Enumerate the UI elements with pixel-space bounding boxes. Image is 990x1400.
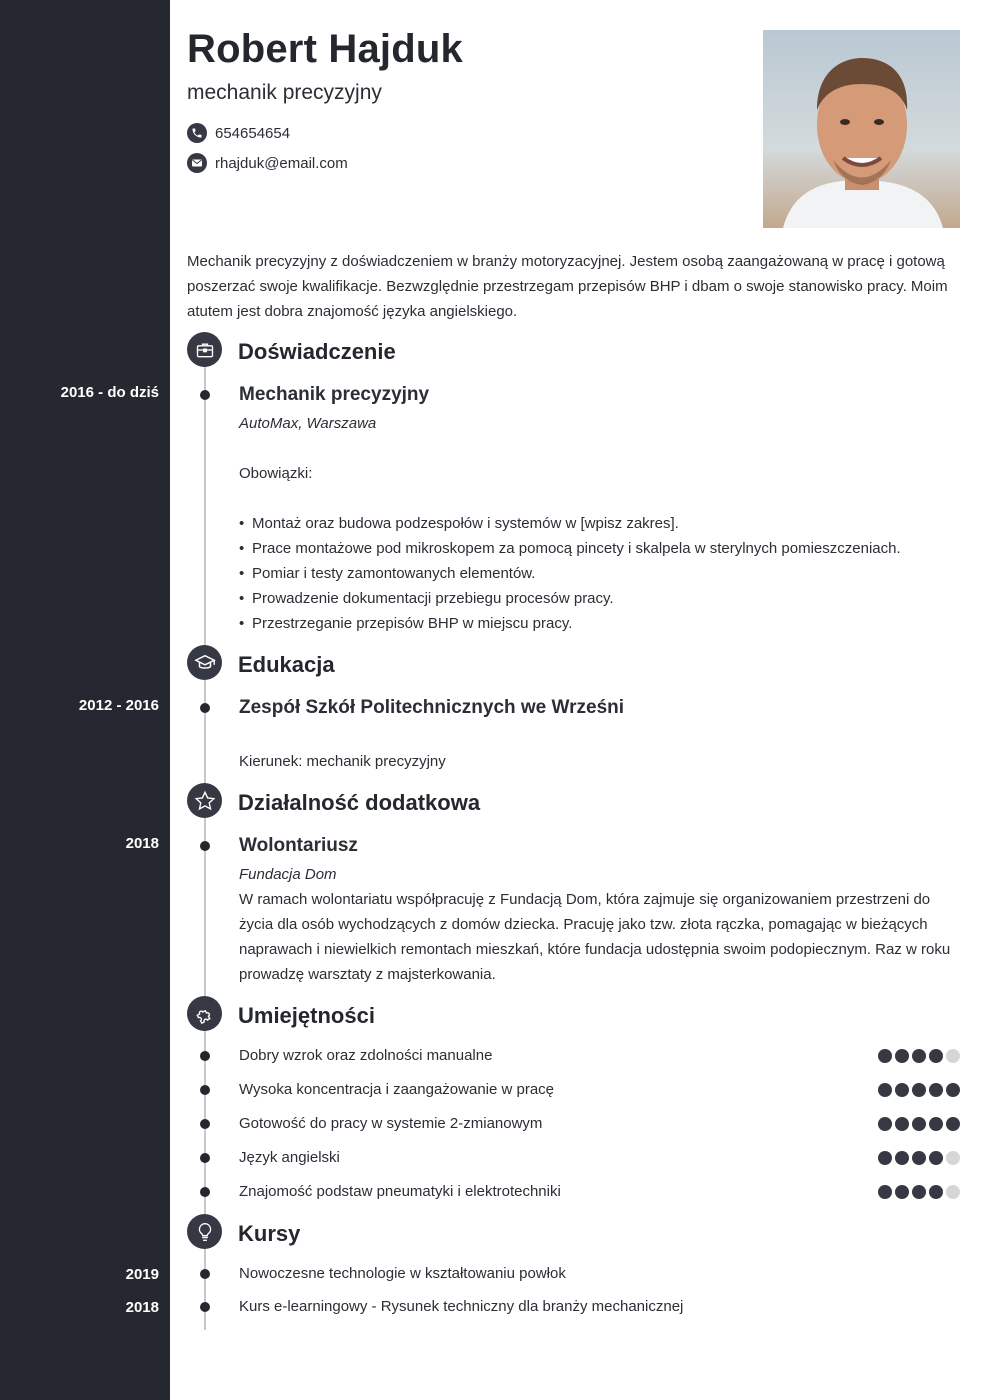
experience-duties-label: Obowiązki: [239,465,313,482]
candidate-name: Robert Hajduk [187,27,463,71]
rating-dot-filled [895,1083,909,1097]
experience-date: 2016 - do dziś [60,384,159,401]
skill-name: Wysoka koncentracja i zaangażowanie w pracę [239,1081,555,1098]
graduation-cap-icon [187,645,222,680]
lightbulb-icon [187,1214,222,1249]
timeline-dot [200,390,210,400]
rating-dot-filled [895,1117,909,1131]
rating-dot-filled [929,1049,943,1063]
rating-dot-filled [878,1049,892,1063]
rating-dot-filled [912,1117,926,1131]
puzzle-icon [187,996,222,1031]
rating-dot-filled [929,1151,943,1165]
phone-icon [187,123,207,143]
education-school: Zespół Szkół Politechnicznych we Wrześni [239,697,625,718]
contact-phone [187,123,290,143]
activities-date: 2018 [125,835,159,852]
timeline-dot [200,1302,210,1312]
section-title-skills: Umiejętności [238,1003,375,1028]
activities-description: W ramach wolontariatu współpracuję z Fundacją Dom, która zajmuje się organizowaniem przestrzeni do życia dla osób wychodzących z domów dziecka. Pracuję jako tzw. złota rączka, pomagając w bieżących naprawach i niewielkich remontach mieszkań, które fundacja udostępnia swoim podopiecznym. Raz w roku prowadzę warsztaty z majsterkowania. [239,891,951,983]
rating-dot-filled [895,1185,909,1199]
skill-name: Język angielski [239,1149,340,1166]
activities-role: Wolontariusz [239,835,358,856]
phone-number: 654654654 [215,124,291,142]
email-address: rhajduk@email.com [215,154,348,172]
section-title-education: Edukacja [238,652,335,677]
contact-email [187,153,348,173]
profile-summary: Mechanik precyzyjny z doświadczeniem w branży motoryzacyjnej. Jestem osobą zaangażowaną w pracę i gotową poszerzać swoje kwalifikacje. Bezwzględnie przestrzegam przepisów BHP i dbam o swoje stanowisko pracy. Moim atutem jest dobra znajomość języka angielskiego. [187,253,948,320]
skill-name: Dobry wzrok oraz zdolności manualne [239,1047,493,1064]
experience-duties-list [239,511,901,636]
timeline-dot [200,841,210,851]
rating-dot-filled [878,1185,892,1199]
rating-dot-filled [912,1151,926,1165]
activities-organization: Fundacja Dom [239,866,337,883]
timeline-dot [200,1085,210,1095]
email-icon [187,153,207,173]
list-item: • Prace montażowe pod mikroskopem za pomocą pincety i skalpela w sterylnych pomieszczeniach. [239,536,901,561]
experience-company: AutoMax, Warszawa [239,415,377,432]
rating-dot-filled [929,1117,943,1131]
profile-photo [763,30,960,228]
timeline-dot [200,1051,210,1061]
timeline-dot [200,1119,210,1129]
rating-dot-filled [895,1151,909,1165]
rating-dot-empty [946,1049,960,1063]
skill-rating [878,1117,960,1131]
rating-dot-filled [946,1117,960,1131]
course-date: 2019 [125,1266,159,1283]
course-date: 2018 [125,1299,159,1316]
education-field: Kierunek: mechanik precyzyjny [239,753,446,770]
rating-dot-filled [912,1185,926,1199]
rating-dot-filled [929,1185,943,1199]
rating-dot-filled [946,1083,960,1097]
rating-dot-empty [946,1151,960,1165]
candidate-title: mechanik precyzyjny [187,81,382,104]
timeline-dot [200,1269,210,1279]
rating-dot-filled [912,1083,926,1097]
section-title-activities: Działalność dodatkowa [238,790,481,815]
list-item: • Prowadzenie dokumentacji przebiegu procesów pracy. [239,586,901,611]
skill-rating [878,1083,960,1097]
section-title-experience: Doświadczenie [238,339,396,364]
rating-dot-empty [946,1185,960,1199]
rating-dot-filled [895,1049,909,1063]
rating-dot-filled [878,1083,892,1097]
rating-dot-filled [878,1151,892,1165]
timeline-dot [200,1187,210,1197]
timeline-dot [200,703,210,713]
rating-dot-filled [878,1117,892,1131]
timeline-dot [200,1153,210,1163]
experience-position: Mechanik precyzyjny [239,384,430,405]
course-name: Kurs e-learningowy - Rysunek techniczny dla branży mechanicznej [239,1298,684,1315]
star-icon [187,783,222,818]
list-item: • Przestrzeganie przepisów BHP w miejscu pracy. [239,611,901,636]
list-item: • Montaż oraz budowa podzespołów i systemów w [wpisz zakres]. [239,511,901,536]
list-item: • Pomiar i testy zamontowanych elementów. [239,561,901,586]
briefcase-icon [187,332,222,367]
course-name: Nowoczesne technologie w kształtowaniu powłok [239,1265,566,1282]
rating-dot-filled [929,1083,943,1097]
education-date: 2012 - 2016 [78,697,159,714]
skill-rating [878,1049,960,1063]
skill-rating [878,1185,960,1199]
skill-rating [878,1151,960,1165]
skill-name: Znajomość podstaw pneumatyki i elektrotechniki [239,1183,561,1200]
section-title-courses: Kursy [238,1221,301,1246]
skill-name: Gotowość do pracy w systemie 2-zmianowym [239,1115,543,1132]
rating-dot-filled [912,1049,926,1063]
